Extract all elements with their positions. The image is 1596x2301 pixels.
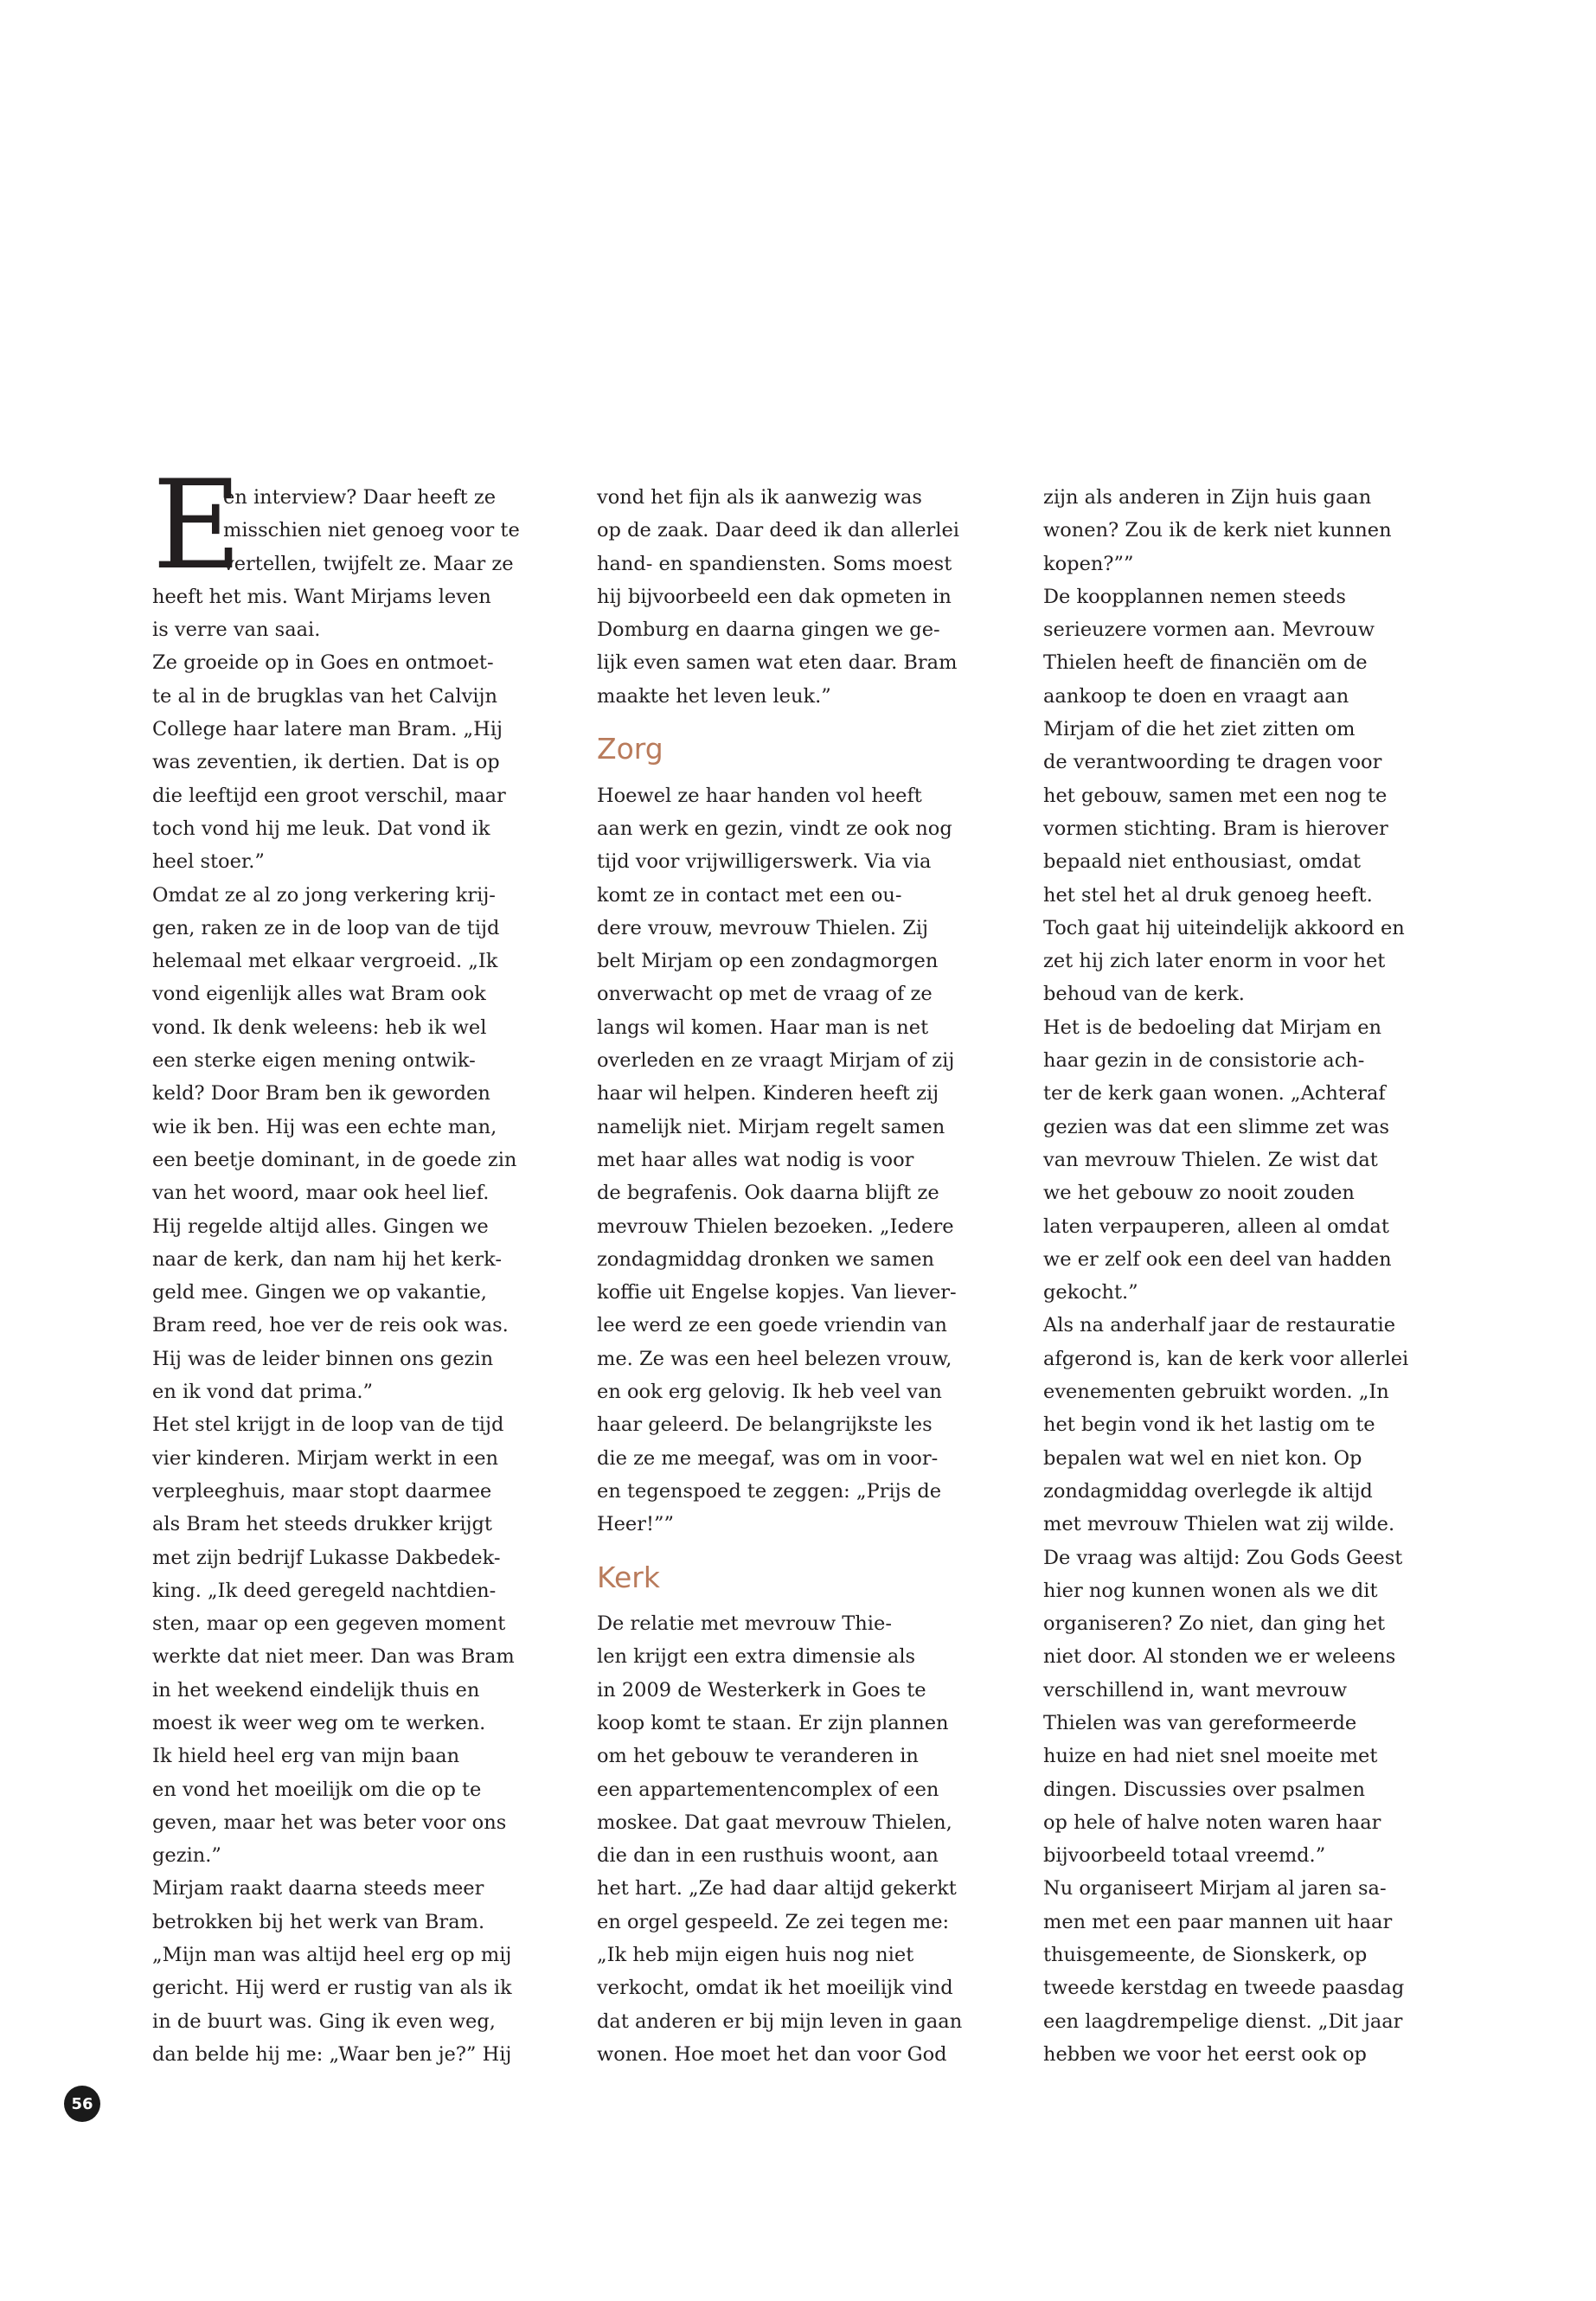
text-line: afgerond is, kan de kerk voor allerlei (1043, 1347, 1409, 1370)
text-line: heeft het mis. Want Mirjams leven (152, 585, 491, 608)
text-line: lijk even samen wat eten daar. Bram (597, 651, 958, 675)
text-line: tijd voor vrijwilligerswerk. Via via (597, 850, 932, 874)
text-line: gezin.” (152, 1844, 221, 1868)
text-line: op hele of halve noten waren haar (1043, 1811, 1381, 1834)
text-line: gericht. Hij werd er rustig van als ik (152, 1977, 512, 2000)
section-heading: Zorg (597, 732, 663, 766)
text-line: en interview? Daar heeft ze (223, 486, 497, 509)
text-line: bepalen wat wel en niet kon. Op (1043, 1446, 1362, 1470)
text-line: sten, maar op een gegeven moment (152, 1612, 506, 1636)
text-line: toch vond hij me leuk. Dat vond ik (152, 817, 490, 840)
text-line: in de buurt was. Ging ik even weg, (152, 2009, 496, 2033)
text-line: moskee. Dat gaat mevrouw Thielen, (597, 1811, 952, 1834)
text-line: die ze me meegaf, was om in voor- (597, 1446, 939, 1470)
text-line: het stel het al druk genoeg heeft. (1043, 883, 1373, 907)
text-line: len krijgt een extra dimensie als (597, 1645, 916, 1669)
text-line: keld? Door Bram ben ik geworden (152, 1082, 490, 1106)
text-line: het hart. „Ze had daar altijd gekerkt (597, 1877, 957, 1900)
article-column-3 (1043, 481, 1467, 2071)
article-column-1 (152, 481, 576, 2071)
text-line: Ik hield heel erg van mijn baan (152, 1745, 460, 1768)
text-line: vier kinderen. Mirjam werkt in een (152, 1446, 499, 1470)
text-line: werkte dat niet meer. Dan was Bram (152, 1645, 515, 1669)
text-line: en ik vond dat prima.” (152, 1381, 374, 1404)
text-line: die dan in een rusthuis woont, aan (597, 1844, 939, 1868)
text-line: serieuzere vormen aan. Mevrouw (1043, 619, 1375, 642)
text-line: gezien was dat een slimme zet was (1043, 1115, 1390, 1138)
text-line: in 2009 de Westerkerk in Goes te (597, 1678, 926, 1702)
text-line: koffie uit Engelse kopjes. Van liever- (597, 1281, 957, 1304)
text-line: mevrouw Thielen bezoeken. „Iedere (597, 1215, 954, 1238)
drop-cap: E (152, 454, 242, 597)
text-line: naar de kerk, dan nam hij het kerk- (152, 1247, 502, 1271)
text-line: gen, raken ze in de loop van de tijd (152, 916, 500, 939)
text-line: bepaald niet enthousiast, omdat (1043, 850, 1362, 874)
text-line: vond het fijn als ik aanwezig was (597, 486, 922, 509)
text-line: Heer!”” (597, 1513, 675, 1536)
text-line: ter de kerk gaan wonen. „Achteraf (1043, 1082, 1386, 1106)
text-line: verschillend in, want mevrouw (1043, 1678, 1348, 1702)
text-line: maakte het leven leuk.” (597, 684, 831, 708)
text-line: Thielen was van gereformeerde (1043, 1711, 1357, 1734)
text-line: zet hij zich later enorm in voor het (1043, 950, 1386, 973)
text-line: overleden en ze vraagt Mirjam of zij (597, 1049, 955, 1073)
text-line: een sterke eigen mening ontwik- (152, 1049, 476, 1073)
text-line: van het woord, maar ook heel lief. (152, 1182, 490, 1205)
text-line: een beetje dominant, in de goede zin (152, 1148, 517, 1171)
text-line: met zijn bedrijf Lukasse Dakbedek- (152, 1546, 501, 1569)
text-line: het gebouw, samen met een nog te (1043, 784, 1388, 807)
text-line: en ook erg gelovig. Ik heb veel van (597, 1381, 942, 1404)
text-line: geld mee. Gingen we op vakantie, (152, 1281, 487, 1304)
text-line: een appartementencomplex of een (597, 1778, 939, 1801)
text-line: De vraag was altijd: Zou Gods Geest (1043, 1546, 1403, 1569)
text-line: langs wil komen. Haar man is net (597, 1016, 929, 1039)
text-line: kopen?”” (1043, 552, 1134, 575)
text-line: Hoewel ze haar handen vol heeft (597, 784, 922, 807)
text-line: is verre van saai. (152, 619, 321, 642)
text-line: Hij regelde altijd alles. Gingen we (152, 1215, 489, 1238)
text-line: lee werd ze een goede vriendin van (597, 1314, 947, 1337)
text-line: organiseren? Zo niet, dan ging het (1043, 1612, 1386, 1636)
text-line: met haar alles wat nodig is voor (597, 1148, 914, 1171)
text-line: die leeftijd een groot verschil, maar (152, 784, 506, 807)
text-line: zondagmiddag dronken we samen (597, 1247, 935, 1271)
text-line: moest ik weer weg om te werken. (152, 1711, 486, 1734)
text-line: tweede kerstdag en tweede paasdag (1043, 1977, 1405, 2000)
text-line: vond eigenlijk alles wat Bram ook (152, 983, 486, 1006)
text-line: van mevrouw Thielen. Ze wist dat (1043, 1148, 1378, 1171)
text-line: dat anderen er bij mijn leven in gaan (597, 2009, 963, 2033)
text-line: te al in de brugklas van het Calvijn (152, 684, 497, 708)
text-line: „Mijn man was altijd heel erg op mij (152, 1944, 512, 1967)
article-column-2 (597, 481, 1021, 2071)
text-line: namelijk niet. Mirjam regelt samen (597, 1115, 945, 1138)
text-line: geven, maar het was beter voor ons (152, 1811, 507, 1834)
text-line: laten verpauperen, alleen al omdat (1043, 1215, 1389, 1238)
text-line: Toch gaat hij uiteindelijk akkoord en (1043, 916, 1405, 939)
text-line: om het gebouw te veranderen in (597, 1745, 919, 1768)
text-line: haar geleerd. De belangrijkste les (597, 1413, 933, 1437)
text-line: verpleeghuis, maar stopt daarmee (152, 1479, 492, 1503)
text-line: betrokken bij het werk van Bram. (152, 1910, 485, 1933)
text-line: vond. Ik denk weleens: heb ik wel (152, 1016, 487, 1039)
text-line: helemaal met elkaar vergroeid. „Ik (152, 950, 498, 973)
text-line: verkocht, omdat ik het moeilijk vind (597, 1977, 953, 2000)
text-line: niet door. Al stonden we er weleens (1043, 1645, 1396, 1669)
text-line: vertellen, twijfelt ze. Maar ze (223, 552, 514, 575)
text-line: Mirjam raakt daarna steeds meer (152, 1877, 484, 1900)
text-line: onverwacht op met de vraag of ze (597, 983, 933, 1006)
text-line: Bram reed, hoe ver de reis ook was. (152, 1314, 509, 1337)
text-line: thuisgemeente, de Sionskerk, op (1043, 1944, 1368, 1967)
text-line: belt Mirjam op een zondagmorgen (597, 950, 939, 973)
text-line: Domburg en daarna gingen we ge- (597, 619, 940, 642)
text-line: men met een paar mannen uit haar (1043, 1910, 1393, 1933)
text-line: College haar latere man Bram. „Hij (152, 718, 503, 741)
section-heading: Kerk (597, 1560, 660, 1594)
text-line: Omdat ze al zo jong verkering krij- (152, 883, 496, 907)
text-line: wonen. Hoe moet het dan voor God (597, 2042, 947, 2066)
text-line: met mevrouw Thielen wat zij wilde. (1043, 1513, 1395, 1536)
text-line: Thielen heeft de financiën om de (1043, 651, 1368, 675)
text-line: en tegenspoed te zeggen: „Prijs de (597, 1479, 942, 1503)
text-line: gekocht.” (1043, 1281, 1138, 1304)
page-number-badge: 56 (64, 2086, 100, 2122)
text-line: dere vrouw, mevrouw Thielen. Zij (597, 916, 929, 939)
text-line: vormen stichting. Bram is hierover (1043, 817, 1388, 840)
text-line: we het gebouw zo nooit zouden (1043, 1182, 1355, 1205)
text-line: wonen? Zou ik de kerk niet kunnen (1043, 519, 1392, 542)
text-line: Het is de bedoeling dat Mirjam en (1043, 1016, 1382, 1039)
text-line: dingen. Discussies over psalmen (1043, 1778, 1365, 1801)
text-line: aankoop te doen en vraagt aan (1043, 684, 1349, 708)
text-line: en orgel gespeeld. Ze zei tegen me: (597, 1910, 950, 1933)
text-line: op de zaak. Daar deed ik dan allerlei (597, 519, 959, 542)
text-line: hij bijvoorbeeld een dak opmeten in (597, 585, 952, 608)
text-line: De koopplannen nemen steeds (1043, 585, 1346, 608)
text-line: hand- en spandiensten. Soms moest (597, 552, 952, 575)
text-line: behoud van de kerk. (1043, 983, 1245, 1006)
text-line: bijvoorbeeld totaal vreemd.” (1043, 1844, 1326, 1868)
text-line: haar gezin in de consistorie ach- (1043, 1049, 1365, 1073)
text-line: dan belde hij me: „Waar ben je?” Hij (152, 2042, 512, 2066)
text-line: haar wil helpen. Kinderen heeft zij (597, 1082, 939, 1106)
text-line: heel stoer.” (152, 850, 265, 874)
text-line: Het stel krijgt in de loop van de tijd (152, 1413, 504, 1437)
text-line: Mirjam of die het ziet zitten om (1043, 718, 1356, 741)
text-line: Nu organiseert Mirjam al jaren sa- (1043, 1877, 1387, 1900)
text-line: Ze groeide op in Goes en ontmoet- (152, 651, 494, 675)
text-line: en vond het moeilijk om die op te (152, 1778, 482, 1801)
text-line: de begrafenis. Ook daarna blijft ze (597, 1182, 939, 1205)
text-line: koop komt te staan. Er zijn plannen (597, 1711, 949, 1734)
text-line: we er zelf ook een deel van hadden (1043, 1247, 1392, 1271)
text-line: evenementen gebruikt worden. „In (1043, 1381, 1389, 1404)
text-line: Als na anderhalf jaar de restauratie (1043, 1314, 1396, 1337)
text-line: een laagdrempelige dienst. „Dit jaar (1043, 2009, 1403, 2033)
text-line: De relatie met mevrouw Thie- (597, 1612, 892, 1636)
text-line: de verantwoording te dragen voor (1043, 751, 1382, 774)
text-line: me. Ze was een heel belezen vrouw, (597, 1347, 952, 1370)
text-line: Hij was de leider binnen ons gezin (152, 1347, 494, 1370)
text-line: misschien niet genoeg voor te (223, 519, 520, 542)
text-line: king. „Ik deed geregeld nachtdien- (152, 1579, 497, 1602)
text-line: als Bram het steeds drukker krijgt (152, 1513, 492, 1536)
text-line: komt ze in contact met een ou- (597, 883, 902, 907)
text-line: huize en had niet snel moeite met (1043, 1745, 1378, 1768)
text-line: hier nog kunnen wonen als we dit (1043, 1579, 1378, 1602)
text-line: het begin vond ik het lastig om te (1043, 1413, 1375, 1437)
text-line: „Ik heb mijn eigen huis nog niet (597, 1944, 914, 1967)
text-line: zondagmiddag overlegde ik altijd (1043, 1479, 1373, 1503)
text-line: hebben we voor het eerst ook op (1043, 2042, 1367, 2066)
text-line: zijn als anderen in Zijn huis gaan (1043, 486, 1372, 509)
text-line: in het weekend eindelijk thuis en (152, 1678, 480, 1702)
text-line: wie ik ben. Hij was een echte man, (152, 1115, 497, 1138)
text-line: aan werk en gezin, vindt ze ook nog (597, 817, 952, 840)
text-line: was zeventien, ik dertien. Dat is op (152, 751, 500, 774)
